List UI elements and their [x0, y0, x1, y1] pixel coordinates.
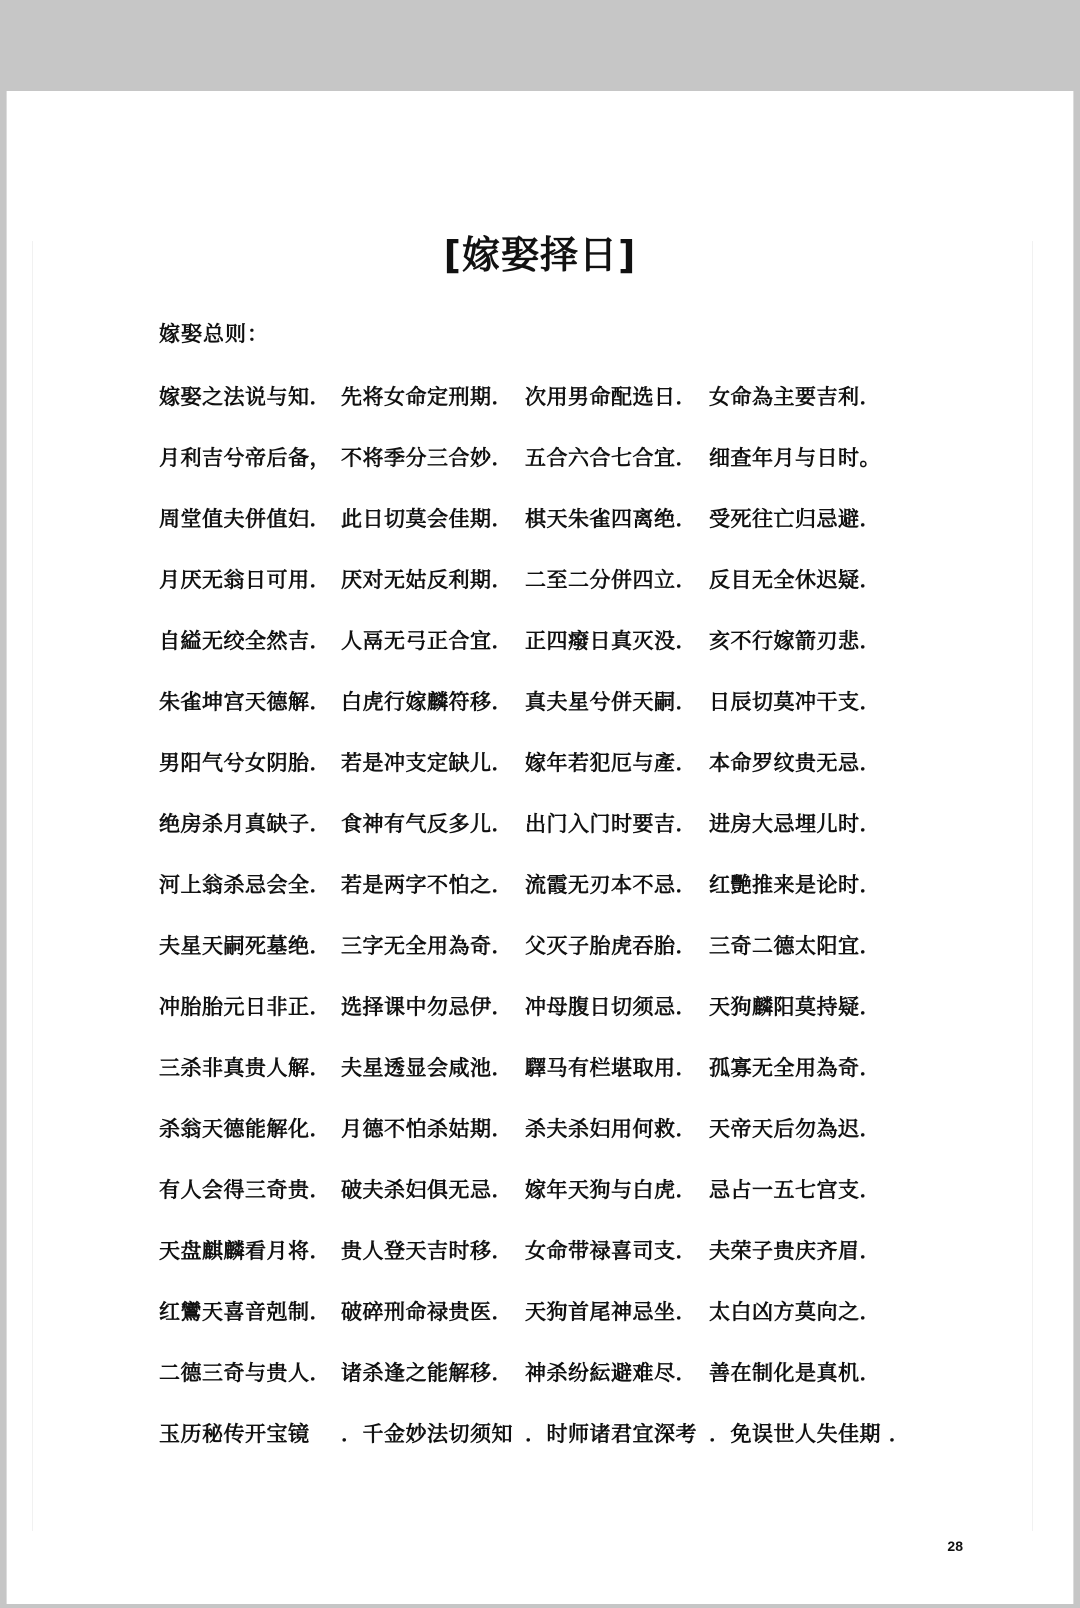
- verse-phrase: 天狗麟阳莫持疑．: [709, 994, 881, 1019]
- verse-phrase: 月厌无翁日可用．: [159, 567, 331, 592]
- verse-block: [159, 365, 939, 1463]
- verse-line: [159, 792, 939, 853]
- verse-phrase: 三奇二德太阳宜．: [709, 933, 881, 958]
- verse-phrase: 日辰切莫冲干支．: [709, 689, 881, 714]
- verse-phrase: 受死往亡归忌避．: [709, 506, 881, 531]
- verse-phrase: 有人会得三奇贵．: [159, 1177, 331, 1202]
- verse-phrase: 诸杀逢之能解移．: [341, 1360, 513, 1385]
- verse-phrase: 月利吉兮帝后备，: [159, 445, 331, 470]
- verse-phrase: 天盘麒麟看月将．: [159, 1238, 331, 1263]
- verse-phrase: 进房大忌埋儿时．: [709, 811, 881, 836]
- verse-phrase: 天帝天后勿為迟．: [709, 1116, 881, 1141]
- verse-phrase: 神杀纷紜避难尽．: [525, 1360, 697, 1385]
- verse-phrase: 嫁娶之法说与知．: [159, 384, 331, 409]
- verse-phrase: 驛马有栏堪取用．: [525, 1055, 697, 1080]
- verse-phrase: 绝房杀月真缺子．: [159, 811, 331, 836]
- verse-phrase: 自縊无绞全然吉．: [159, 628, 331, 653]
- verse-phrase: 忌占一五七宫支．: [709, 1177, 881, 1202]
- verse-phrase: 不将季分三合妙．: [341, 445, 513, 470]
- verse-line: [159, 1341, 939, 1402]
- verse-phrase: 朱雀坤宫天德解．: [159, 689, 331, 714]
- verse-phrase: 人鬲无弓正合宜．: [341, 628, 513, 653]
- verse-phrase: 善在制化是真机．: [709, 1360, 881, 1385]
- verse-phrase: 二德三奇与贵人．: [159, 1360, 331, 1385]
- verse-phrase: 嫁年若犯厄与產．: [525, 750, 697, 775]
- verse-phrase: 二至二分併四立．: [525, 567, 697, 592]
- verse-line: [159, 1158, 939, 1219]
- verse-line: [159, 426, 939, 487]
- verse-phrase: 亥不行嫁箭刃悲．: [709, 628, 881, 653]
- verse-phrase: 月德不怕杀姑期．: [341, 1116, 513, 1141]
- verse-phrase: 嫁年天狗与白虎．: [525, 1177, 697, 1202]
- verse-line: [159, 487, 939, 548]
- section-heading: 嫁娶总则：: [159, 322, 269, 346]
- verse-phrase: 次用男命配选日．: [525, 384, 697, 409]
- verse-line: [159, 548, 939, 609]
- verse-phrase: 孤寡无全用為奇．: [709, 1055, 881, 1080]
- verse-phrase: 红艷推来是论时．: [709, 872, 881, 897]
- verse-phrase: 女命為主要吉利．: [709, 384, 881, 409]
- verse-phrase: 三杀非真贵人解．: [159, 1055, 331, 1080]
- verse-phrase: 女命带禄喜司支．: [525, 1238, 697, 1263]
- verse-phrase: 贵人登天吉时移．: [341, 1238, 513, 1263]
- page-number: 28: [947, 1538, 963, 1554]
- verse-phrase: 食神有气反多儿．: [341, 811, 513, 836]
- verse-phrase: 破夫杀妇俱无忌．: [341, 1177, 513, 1202]
- verse-phrase: 夫星天嗣死墓绝．: [159, 933, 331, 958]
- verse-line: [159, 365, 939, 426]
- verse-line: [159, 670, 939, 731]
- verse-phrase: 若是两字不怕之．: [341, 872, 513, 897]
- document-page: [6, 91, 1074, 1604]
- verse-line: [159, 1036, 939, 1097]
- verse-phrase: 夫星透显会咸池．: [341, 1055, 513, 1080]
- verse-phrase: 红鸞天喜音剋制．: [159, 1299, 331, 1324]
- verse-phrase: 正四癈日真灭没．: [525, 628, 697, 653]
- verse-phrase: 五合六合七合宜．: [525, 445, 697, 470]
- verse-line: [159, 853, 939, 914]
- verse-phrase: 本命罗纹贵无忌．: [709, 750, 881, 775]
- verse-phrase: 若是冲支定缺儿．: [341, 750, 513, 775]
- verse-phrase: 男阳气兮女阴胎．: [159, 750, 331, 775]
- verse-phrase: ．免误世人失佳期 ．: [709, 1421, 911, 1446]
- verse-phrase: 杀翁天德能解化．: [159, 1116, 331, 1141]
- verse-line: [159, 1280, 939, 1341]
- verse-phrase: 棋天朱雀四离绝．: [525, 506, 697, 531]
- verse-phrase: 太白凶方莫向之．: [709, 1299, 881, 1324]
- verse-phrase: 先将女命定刑期．: [341, 384, 513, 409]
- verse-line: [159, 975, 939, 1036]
- verse-phrase: 父灭子胎虎吞胎．: [525, 933, 697, 958]
- verse-phrase: 白虎行嫁麟符移．: [341, 689, 513, 714]
- verse-line: [159, 1219, 939, 1280]
- verse-phrase: 流霞无刃本不忌．: [525, 872, 697, 897]
- verse-line: [159, 609, 939, 670]
- verse-phrase: 河上翁杀忌会全．: [159, 872, 331, 897]
- verse-phrase: 冲胎胎元日非正．: [159, 994, 331, 1019]
- margin-guide-left: [32, 241, 33, 1531]
- verse-phrase: 真夫星兮併天嗣．: [525, 689, 697, 714]
- verse-phrase: 夫荣子贵庆齐眉．: [709, 1238, 881, 1263]
- verse-phrase: 此日切莫会佳期．: [341, 506, 513, 531]
- verse-phrase: 三字无全用為奇．: [341, 933, 513, 958]
- verse-phrase: 厌对无姑反利期．: [341, 567, 513, 592]
- verse-phrase: 细查年月与日时。: [709, 445, 881, 470]
- verse-line: [159, 731, 939, 792]
- page-title: [嫁娶择日]: [443, 233, 637, 277]
- verse-phrase: 反目无全休迟疑．: [709, 567, 881, 592]
- verse-phrase: 周堂值夫併值妇．: [159, 506, 331, 531]
- verse-phrase: 选择课中勿忌伊．: [341, 994, 513, 1019]
- verse-line: [159, 1097, 939, 1158]
- margin-guide-right: [1032, 241, 1033, 1531]
- verse-line: [159, 1402, 939, 1463]
- verse-phrase: 杀夫杀妇用何救．: [525, 1116, 697, 1141]
- verse-phrase: 冲母腹日切须忌．: [525, 994, 697, 1019]
- verse-phrase: 天狗首尾神忌坐．: [525, 1299, 697, 1324]
- verse-phrase: 出门入门时要吉．: [525, 811, 697, 836]
- verse-phrase: 破碎刑命禄贵医．: [341, 1299, 513, 1324]
- verse-phrase: ．时师诸君宜深考: [525, 1421, 697, 1446]
- verse-line: [159, 914, 939, 975]
- verse-phrase: ．千金妙法切须知: [341, 1421, 513, 1446]
- verse-phrase: 玉历秘传开宝镜: [159, 1421, 310, 1446]
